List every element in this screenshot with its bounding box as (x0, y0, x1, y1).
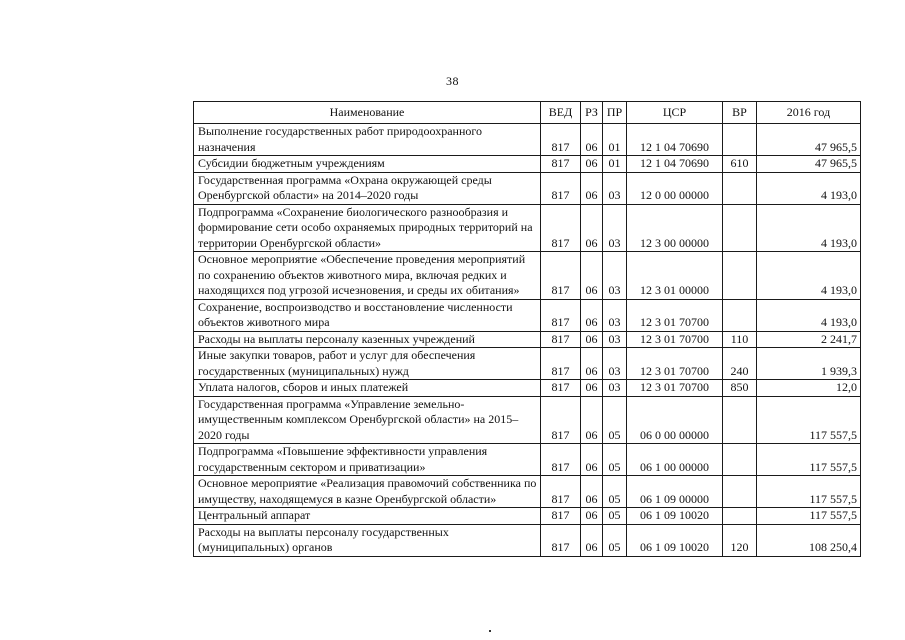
row-ved: 817 (541, 331, 581, 348)
row-amount: 117 557,5 (757, 444, 861, 476)
row-vr (723, 444, 757, 476)
row-name: Субсидии бюджетным учреждениям (194, 156, 541, 173)
row-ved: 817 (541, 252, 581, 300)
row-amount: 47 965,5 (757, 156, 861, 173)
row-pr: 05 (603, 524, 627, 556)
table-row (194, 172, 861, 204)
row-csr: 06 1 09 10020 (627, 524, 723, 556)
budget-table (193, 101, 861, 557)
row-ved: 817 (541, 524, 581, 556)
row-csr: 12 3 01 00000 (627, 252, 723, 300)
row-name: Основное мероприятие «Реализация правомочий собственника по имуществу, находящемуся в казне Оренбургской области» (194, 476, 541, 508)
header-rz: РЗ (581, 102, 603, 124)
row-ved: 817 (541, 380, 581, 397)
row-csr: 12 1 04 70690 (627, 156, 723, 173)
row-vr: 850 (723, 380, 757, 397)
row-vr (723, 172, 757, 204)
row-pr: 05 (603, 508, 627, 525)
row-rz: 06 (581, 476, 603, 508)
table-row (194, 508, 861, 525)
scan-mark (489, 630, 491, 632)
row-ved: 817 (541, 124, 581, 156)
table-row (194, 348, 861, 380)
row-vr: 120 (723, 524, 757, 556)
table-row (194, 252, 861, 300)
row-csr: 12 3 01 70700 (627, 348, 723, 380)
row-csr: 06 1 00 00000 (627, 444, 723, 476)
table-header-row (194, 102, 861, 124)
row-vr (723, 508, 757, 525)
table-row (194, 380, 861, 397)
row-vr (723, 204, 757, 252)
row-pr: 03 (603, 252, 627, 300)
row-csr: 12 3 00 00000 (627, 204, 723, 252)
row-ved: 817 (541, 299, 581, 331)
row-name: Иные закупки товаров, работ и услуг для обеспечения государственных (муниципальных) нужд (194, 348, 541, 380)
row-name: Расходы на выплаты персоналу казенных учреждений (194, 331, 541, 348)
row-name: Подпрограмма «Повышение эффективности управления государственным сектором и приватизации» (194, 444, 541, 476)
row-rz: 06 (581, 124, 603, 156)
row-csr: 06 1 09 10020 (627, 508, 723, 525)
row-rz: 06 (581, 508, 603, 525)
row-rz: 06 (581, 396, 603, 444)
row-ved: 817 (541, 172, 581, 204)
row-name: Центральный аппарат (194, 508, 541, 525)
row-amount: 12,0 (757, 380, 861, 397)
table-row (194, 444, 861, 476)
table-row (194, 396, 861, 444)
row-vr: 610 (723, 156, 757, 173)
table-row (194, 331, 861, 348)
row-ved: 817 (541, 396, 581, 444)
row-csr: 12 3 01 70700 (627, 331, 723, 348)
row-rz: 06 (581, 156, 603, 173)
row-pr: 01 (603, 156, 627, 173)
table-row (194, 524, 861, 556)
row-rz: 06 (581, 444, 603, 476)
row-csr: 06 0 00 00000 (627, 396, 723, 444)
row-pr: 03 (603, 299, 627, 331)
row-pr: 05 (603, 396, 627, 444)
row-amount: 117 557,5 (757, 396, 861, 444)
row-amount: 47 965,5 (757, 124, 861, 156)
row-ved: 817 (541, 476, 581, 508)
row-rz: 06 (581, 204, 603, 252)
row-rz: 06 (581, 299, 603, 331)
row-amount: 4 193,0 (757, 252, 861, 300)
row-csr: 06 1 09 00000 (627, 476, 723, 508)
row-name: Сохранение, воспроизводство и восстановление численности объектов животного мира (194, 299, 541, 331)
row-amount: 4 193,0 (757, 299, 861, 331)
row-pr: 03 (603, 204, 627, 252)
row-vr (723, 124, 757, 156)
row-rz: 06 (581, 524, 603, 556)
table-row (194, 156, 861, 173)
row-name: Государственная программа «Охрана окружающей среды Оренбургской области» на 2014–2020 годы (194, 172, 541, 204)
row-name: Выполнение государственных работ природоохранного назначения (194, 124, 541, 156)
row-pr: 03 (603, 172, 627, 204)
header-ved: ВЕД (541, 102, 581, 124)
row-vr (723, 476, 757, 508)
row-csr: 12 3 01 70700 (627, 299, 723, 331)
row-pr: 01 (603, 124, 627, 156)
row-amount: 1 939,3 (757, 348, 861, 380)
row-csr: 12 3 01 70700 (627, 380, 723, 397)
table-row (194, 204, 861, 252)
row-vr (723, 299, 757, 331)
row-ved: 817 (541, 348, 581, 380)
row-csr: 12 0 00 00000 (627, 172, 723, 204)
row-rz: 06 (581, 252, 603, 300)
page-number: 38 (446, 74, 459, 88)
row-name: Расходы на выплаты персоналу государственных (муниципальных) органов (194, 524, 541, 556)
row-amount: 117 557,5 (757, 508, 861, 525)
row-rz: 06 (581, 172, 603, 204)
row-name: Подпрограмма «Сохранение биологического разнообразия и формирование сети особо охраняемых природных территорий на территории Оренбургской области» (194, 204, 541, 252)
row-amount: 117 557,5 (757, 476, 861, 508)
row-pr: 05 (603, 444, 627, 476)
row-rz: 06 (581, 348, 603, 380)
row-pr: 05 (603, 476, 627, 508)
row-vr (723, 252, 757, 300)
row-ved: 817 (541, 204, 581, 252)
row-amount: 2 241,7 (757, 331, 861, 348)
row-ved: 817 (541, 508, 581, 525)
row-vr: 240 (723, 348, 757, 380)
row-amount: 4 193,0 (757, 204, 861, 252)
row-name: Государственная программа «Управление земельно-имущественным комплексом Оренбургской области» на 2015–2020 годы (194, 396, 541, 444)
table-row (194, 476, 861, 508)
header-year: 2016 год (757, 102, 861, 124)
row-name: Основное мероприятие «Обеспечение проведения мероприятий по сохранению объектов животного мира, включая редких и находящихся под угрозой исчезновения, и среды их обитания» (194, 252, 541, 300)
header-vr: ВР (723, 102, 757, 124)
header-csr: ЦСР (627, 102, 723, 124)
row-pr: 03 (603, 380, 627, 397)
row-pr: 03 (603, 331, 627, 348)
row-vr: 110 (723, 331, 757, 348)
row-rz: 06 (581, 380, 603, 397)
header-pr: ПР (603, 102, 627, 124)
row-name: Уплата налогов, сборов и иных платежей (194, 380, 541, 397)
row-ved: 817 (541, 156, 581, 173)
header-name: Наименование (194, 102, 541, 124)
row-rz: 06 (581, 331, 603, 348)
row-csr: 12 1 04 70690 (627, 124, 723, 156)
table-row (194, 124, 861, 156)
row-ved: 817 (541, 444, 581, 476)
row-vr (723, 396, 757, 444)
row-pr: 03 (603, 348, 627, 380)
row-amount: 108 250,4 (757, 524, 861, 556)
table-row (194, 299, 861, 331)
row-amount: 4 193,0 (757, 172, 861, 204)
